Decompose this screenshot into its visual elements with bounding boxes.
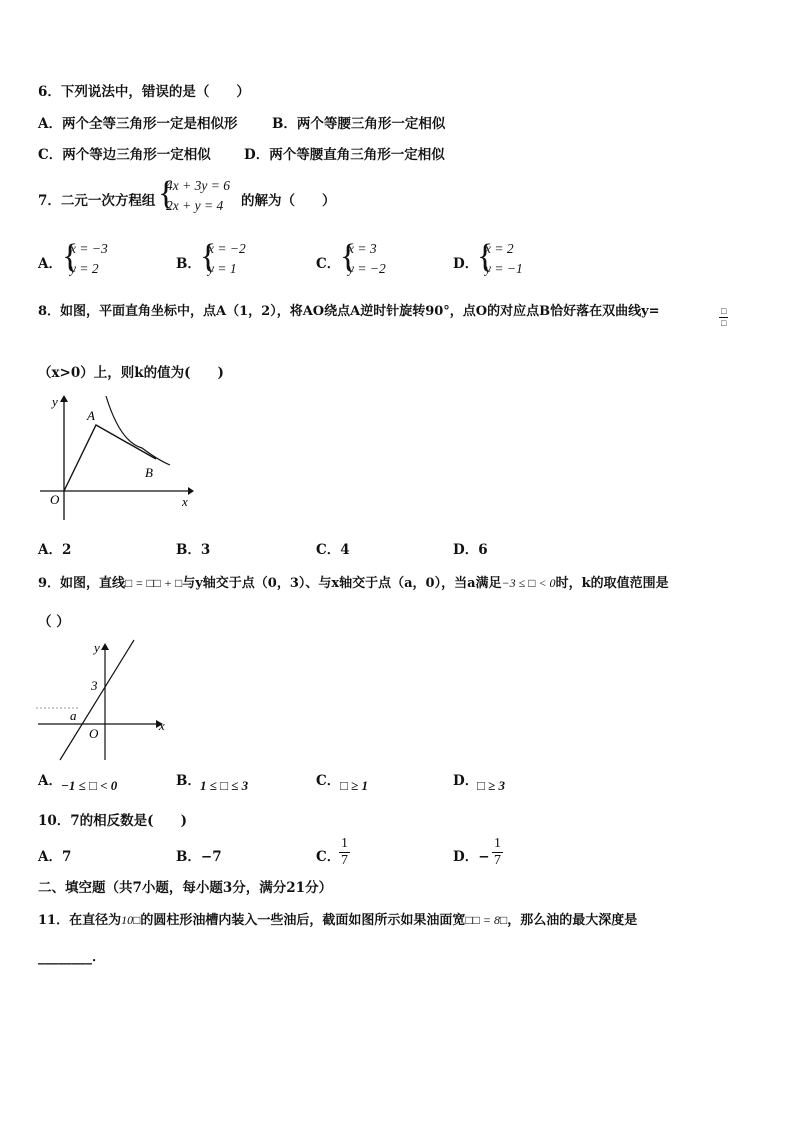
q6-stem: 6．下列说法中，错误的是（ ）: [38, 84, 250, 100]
q8-label-a: A: [87, 408, 95, 423]
q8-x-arrow: [188, 487, 194, 495]
q8-stem-2: （x>0）上，则k的值为( ): [38, 365, 224, 381]
q10-option-c-fraction: [339, 836, 350, 869]
q9-label-x: x: [159, 718, 165, 733]
q9-option-a: −1 ≤ □ < 0: [61, 778, 118, 793]
q9-label-3: 3: [91, 678, 98, 693]
q9-label-y: y: [94, 640, 100, 655]
q7-stem-post: 的解为（ ）: [241, 193, 336, 209]
q7-a-x: x = −3: [70, 241, 108, 256]
q9-option-a-label: A．: [38, 773, 62, 789]
q9-option-c-label: C．: [316, 773, 341, 789]
q7-option-b-label: B．: [176, 256, 201, 272]
q9-option-b-label: B．: [176, 773, 201, 789]
q6-option-b: B．两个等腰三角形一定相似: [272, 116, 446, 132]
q9-stem-a: 9．如图，直线: [38, 576, 126, 591]
q9-condition: −3 ≤ □ < 0: [501, 576, 556, 590]
q6-option-a: A．两个全等三角形一定是相似形: [38, 116, 238, 132]
q8-option-c: C．4: [316, 542, 350, 558]
q11-answer-blank: ________．: [38, 949, 106, 965]
q7-stem-pre: 7．二元一次方程组: [38, 193, 156, 209]
q9-figure: [36, 638, 176, 764]
q6-option-c: C．两个等边三角形一定相似: [38, 147, 211, 163]
q8-option-a: A．2: [38, 542, 72, 558]
q7-c-y: y = −2: [348, 261, 386, 276]
q10-c-den: 7: [341, 853, 348, 868]
q7-option-c: { x = 3 y = −2: [340, 238, 386, 276]
q7-option-a-label: A．: [38, 256, 62, 272]
q8-label-x: x: [182, 494, 188, 509]
q9-option-b: 1 ≤ □ ≤ 3: [200, 778, 249, 793]
q9-stem-line: [38, 574, 669, 593]
q8-frac-den: □: [721, 318, 727, 328]
q9-paren: （ ）: [38, 614, 70, 630]
q8-frac-num: □: [721, 306, 727, 316]
q8-label-o: O: [50, 492, 60, 507]
q9-label-o: O: [89, 726, 99, 741]
q9-option-d-label: D．: [453, 773, 479, 789]
q7-eq2: 2x + y = 4: [166, 198, 224, 213]
q10-d-num: 1: [494, 836, 501, 851]
q8-option-b: B．3: [176, 542, 211, 558]
q10-option-d-fraction: [492, 836, 503, 869]
q9-line: [60, 640, 134, 760]
q10-option-a: A．7: [38, 849, 72, 865]
q7-d-y: y = −1: [485, 261, 523, 276]
q10-option-c-label: C．: [316, 849, 341, 865]
q9-line-expr: □ = □□ + □: [125, 576, 183, 590]
q8-figure: [36, 390, 196, 525]
q6-option-d: D．两个等腰直角三角形一定相似: [244, 147, 445, 163]
q10-d-den: 7: [494, 853, 501, 868]
q8-stem: 8．如图，平面直角坐标中，点A（1，2），将AO绕点A逆时针旋转90°，点O的对应点B恰好落在双曲线y=: [38, 304, 660, 319]
q7-c-x: x = 3: [348, 241, 377, 256]
q7-option-a: { x = −3 y = 2: [62, 238, 108, 276]
q7-option-b: { x = −2 y = 1: [200, 238, 246, 276]
q7-a-y: y = 2: [70, 261, 99, 276]
q7-option-d: { x = 2 y = −1: [477, 238, 523, 276]
q9-stem-b: 与y轴交于点（0，3）、与x轴交于点（a，0），当a满足: [182, 576, 502, 591]
q9-option-d: □ ≥ 3: [477, 778, 505, 793]
q8-y-arrow: [60, 395, 68, 402]
q11-stem-a: 11．在直径为: [38, 913, 122, 928]
q8-fraction: [719, 306, 728, 329]
q8-label-b: B: [145, 465, 153, 480]
q7-equation-system: { 4x + 3y = 6 2x + y = 4: [158, 175, 230, 213]
q10-c-num: 1: [341, 836, 348, 851]
q9-option-c: □ ≥ 1: [340, 778, 368, 793]
q10-option-b: B．−7: [176, 849, 222, 865]
q7-b-x: x = −2: [208, 241, 246, 256]
q11-diameter: 10□: [121, 913, 141, 927]
q7-b-y: y = 1: [208, 261, 237, 276]
q8-option-d: D．6: [453, 542, 488, 558]
q8-hyperbola: [106, 396, 170, 465]
q7-option-d-label: D．: [453, 256, 479, 272]
q11-stem-c: ，那么油的最大深度是: [507, 913, 638, 928]
q10-option-d-label: D．−: [453, 849, 490, 865]
q7-option-c-label: C．: [316, 256, 341, 272]
q9-stem-c: 时，k的取值范围是: [555, 576, 669, 591]
q11-stem-line: [38, 911, 637, 930]
q10-stem: 10．7的相反数是( ): [38, 813, 187, 829]
q8-label-y: y: [52, 394, 58, 409]
q7-d-x: x = 2: [485, 241, 514, 256]
q9-y-arrow: [101, 643, 109, 650]
q8-segments-OAB: [64, 425, 156, 491]
q11-width: □□ = 8□: [465, 913, 508, 927]
q11-stem-b: 的圆柱形油槽内装入一些油后，截面如图所示如果油面宽: [140, 913, 466, 928]
q7-eq1: 4x + 3y = 6: [166, 178, 230, 193]
section-2-heading: 二、填空题（共7小题，每小题3分，满分21分）: [38, 880, 333, 896]
q9-label-a: a: [70, 708, 77, 723]
